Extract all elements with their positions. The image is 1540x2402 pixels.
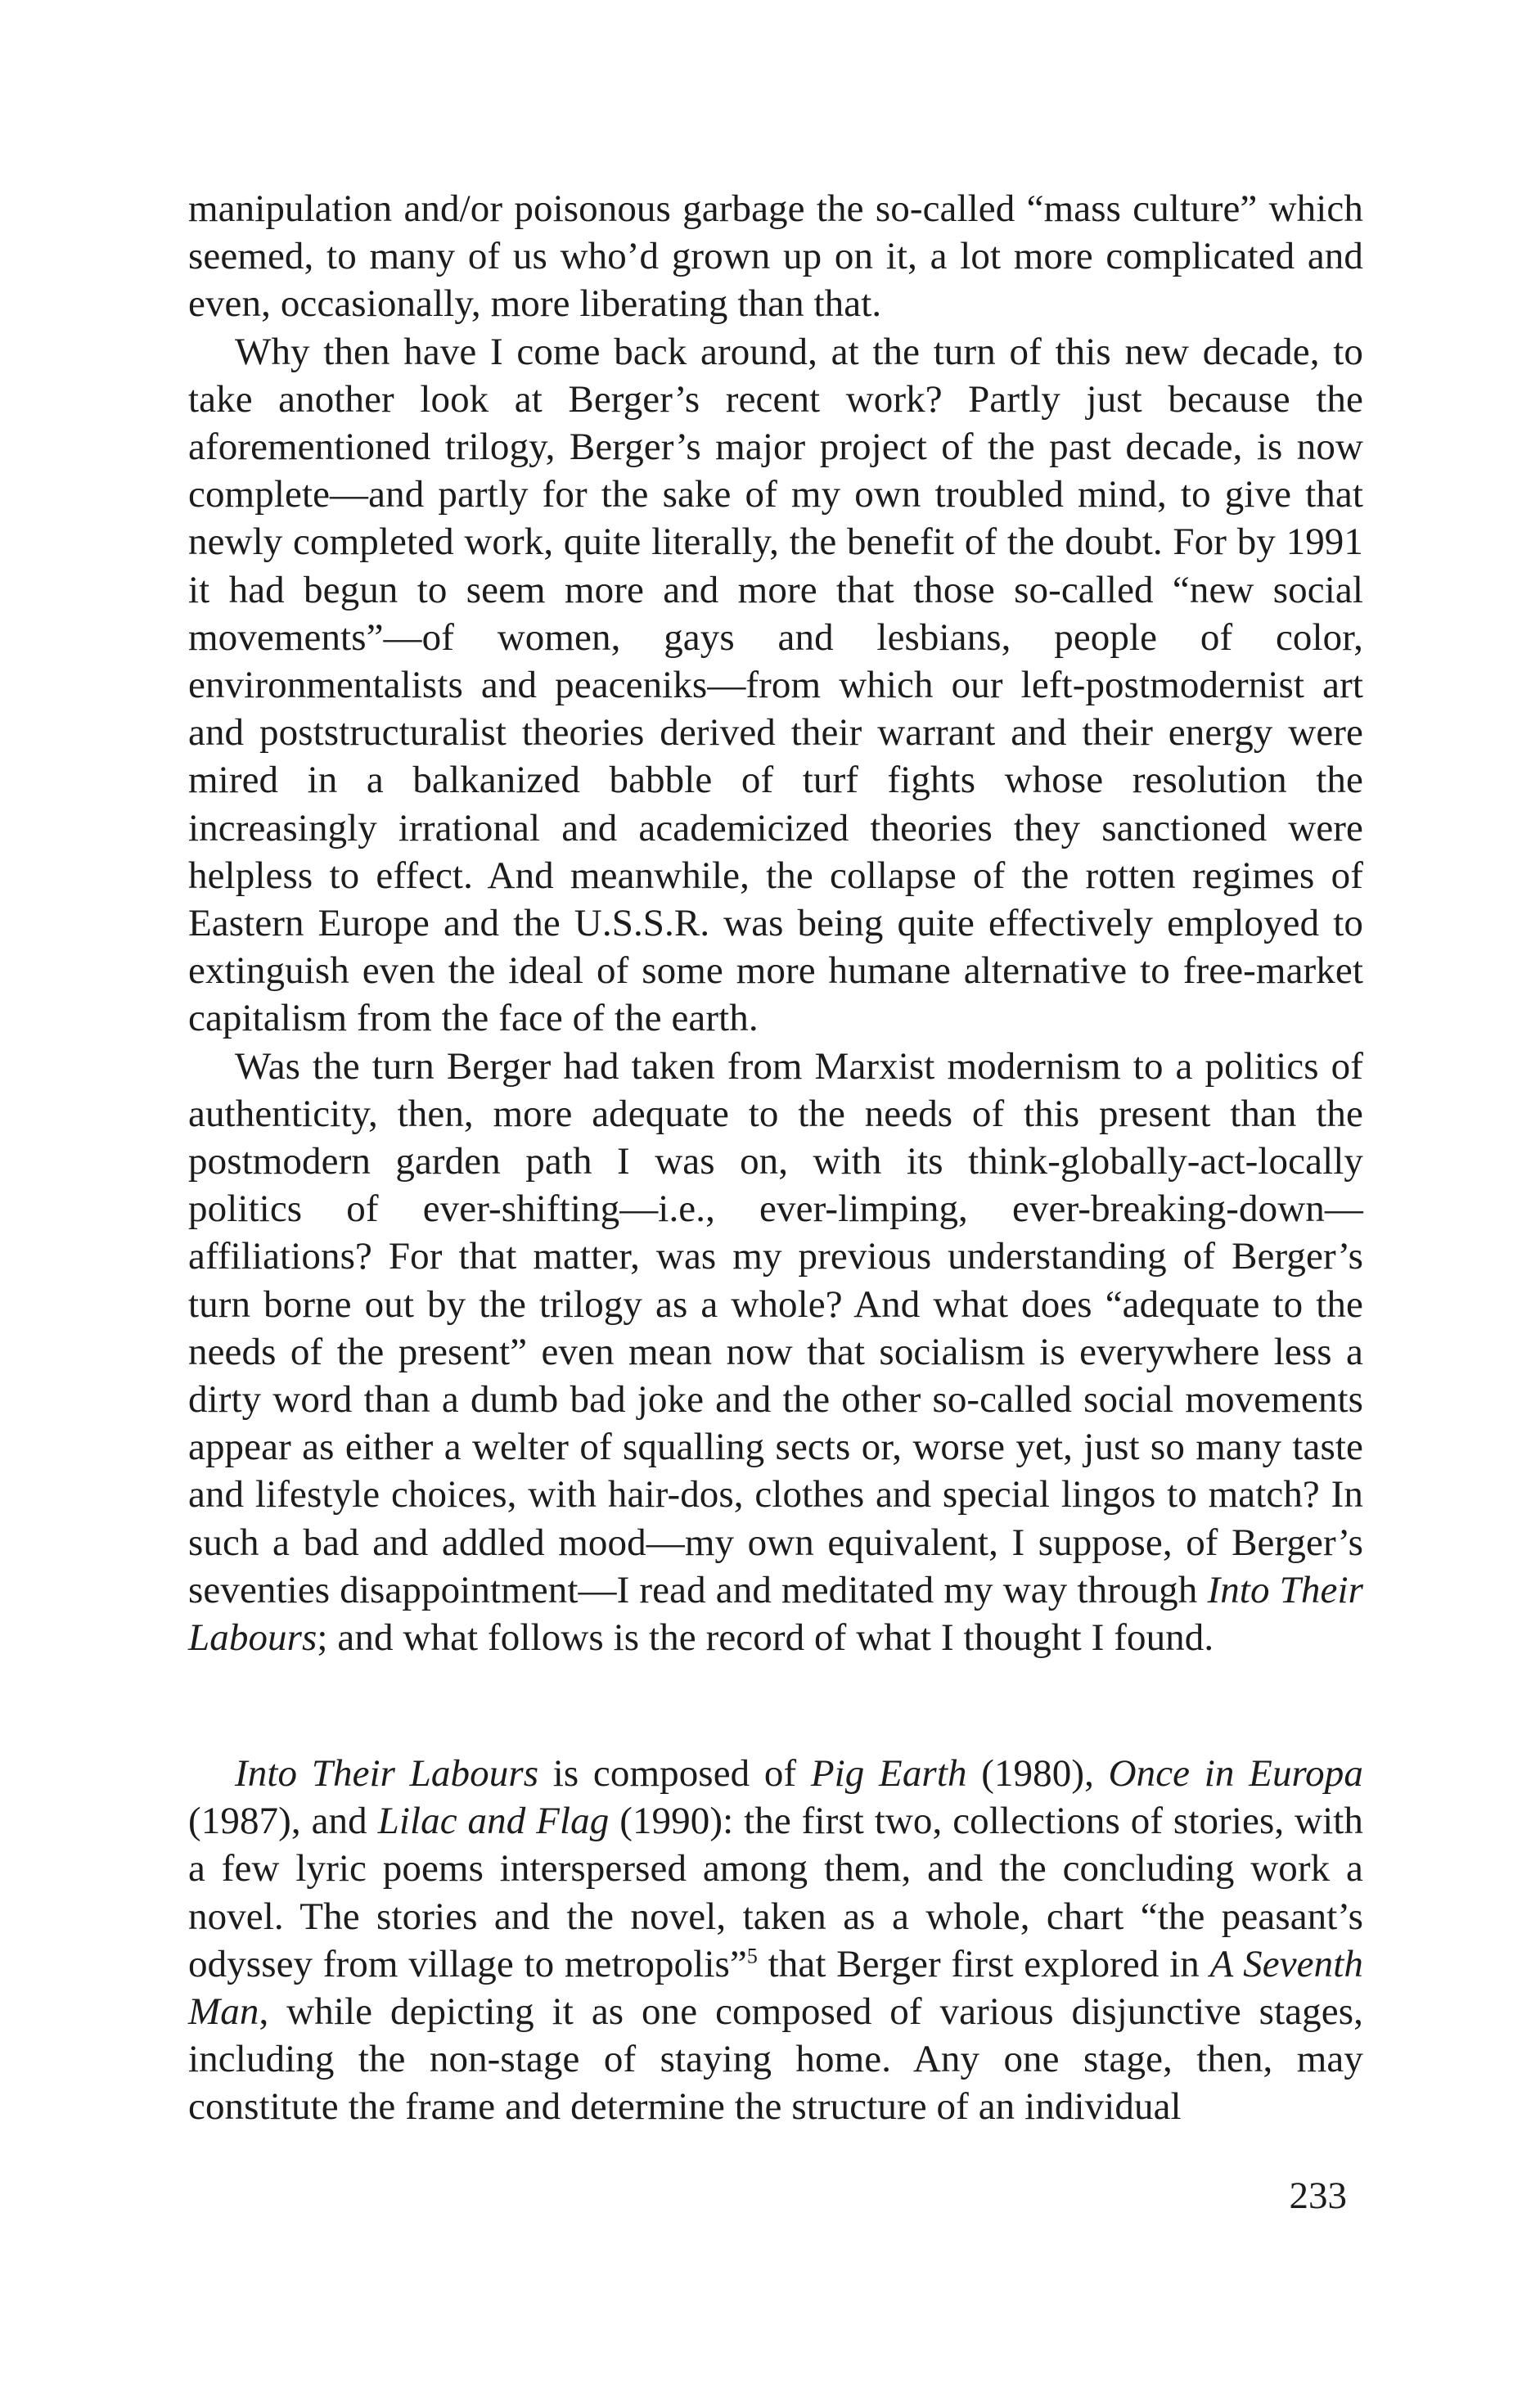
paragraph-text: that Berger first explored in	[757, 1942, 1210, 1985]
book-title: Into Their Labours	[188, 1568, 1364, 1660]
paragraph-text: Was the turn Berger had taken from Marxist modernism to a politics of authenticity, then, more adequate to the needs of this present than the postmodern garden path I was on, with its think-globally-act-locally politics of ever-shifting—i.e., ever-limping, ever-breaking-down—affiliations? For that matter, was my previous understanding of Berger’s turn borne out by the trilogy as a whole? And what does “adequate to the needs of the present” even mean now that socialism is everywhere less a dirty word than a dumb bad joke and the other so-called social movements appear as either a welter of squalling sects or, worse yet, just so many taste and lifestyle choices, with hair-dos, clothes and special lingos to match? In such a bad and addled mood—my own equivalent, I suppose, of Berger’s seventies disappointment—I read and meditated my way through	[188, 1044, 1363, 1611]
paragraph-text: is composed of	[538, 1752, 811, 1795]
book-title: Lilac and Flag	[377, 1800, 610, 1843]
paragraph-why-then	[188, 328, 1363, 1043]
paragraph-was-the-turn	[188, 1043, 1363, 1662]
essay-text-lower	[188, 1750, 1363, 2131]
book-title: Pig Earth	[810, 1752, 967, 1795]
paragraph-continuation	[188, 185, 1363, 328]
book-title: Once in Europa	[1108, 1752, 1363, 1795]
book-title: A Seventh Man	[188, 1942, 1363, 2034]
book-title: Into Their Labours	[235, 1752, 539, 1795]
footnote-marker: 5	[746, 1944, 758, 1968]
paragraph-text: (1987), and	[188, 1800, 378, 1843]
paragraph-text: ; and what follows is the record of what I thought I found.	[317, 1616, 1214, 1660]
paragraph-text: (1990): the first two, collections of stories, with a few lyric poems interspersed among them, and the concluding work a novel. The stories and the novel, taken as a whole, chart “the peasant’s odyssey from village to metropolis”	[188, 1800, 1363, 1985]
essay-text-upper	[188, 185, 1363, 1661]
paragraph-text: Why then have I come back around, at the turn of this new decade, to take another look at Berger’s recent work? Partly just because the aforementioned trilogy, Berger’s major project of the past decade, is now complete—and partly for the sake of my own troubled mind, to give that newly completed work, quite literally, the benefit of the doubt. For by 1991 it had begun to seem more and more that those so-called “new social movements”—of women, gays and lesbians, people of color, environmentalists and peaceniks—from which our left-postmodernist art and poststructuralist theories derived their warrant and their energy were mired in a balkanized babble of turf fights whose resolution the increasingly irrational and academicized theories they sanctioned were helpless to effect. And meanwhile, the collapse of the rotten regimes of Eastern Europe and the U.S.S.R. was being quite effectively employed to extinguish even the ideal of some more humane alternative to free-market capitalism from the face of the earth.	[188, 330, 1363, 1040]
paragraph-text: (1980),	[966, 1752, 1109, 1795]
paragraph-text: manipulation and/or poisonous garbage the so-called “mass culture” which seemed, to many of us who’d grown up on it, a lot more complicated and even, occasionally, more liberating than that.	[188, 187, 1363, 326]
page-number: 233	[1289, 2174, 1347, 2217]
paragraph-text: , while depicting it as one composed of various disjunctive stages, including the non-stage of staying home. Any one stage, then, may constitute the frame and determine the structure of an individual	[188, 1990, 1363, 2129]
paragraph-into-their-labours	[188, 1750, 1363, 2131]
